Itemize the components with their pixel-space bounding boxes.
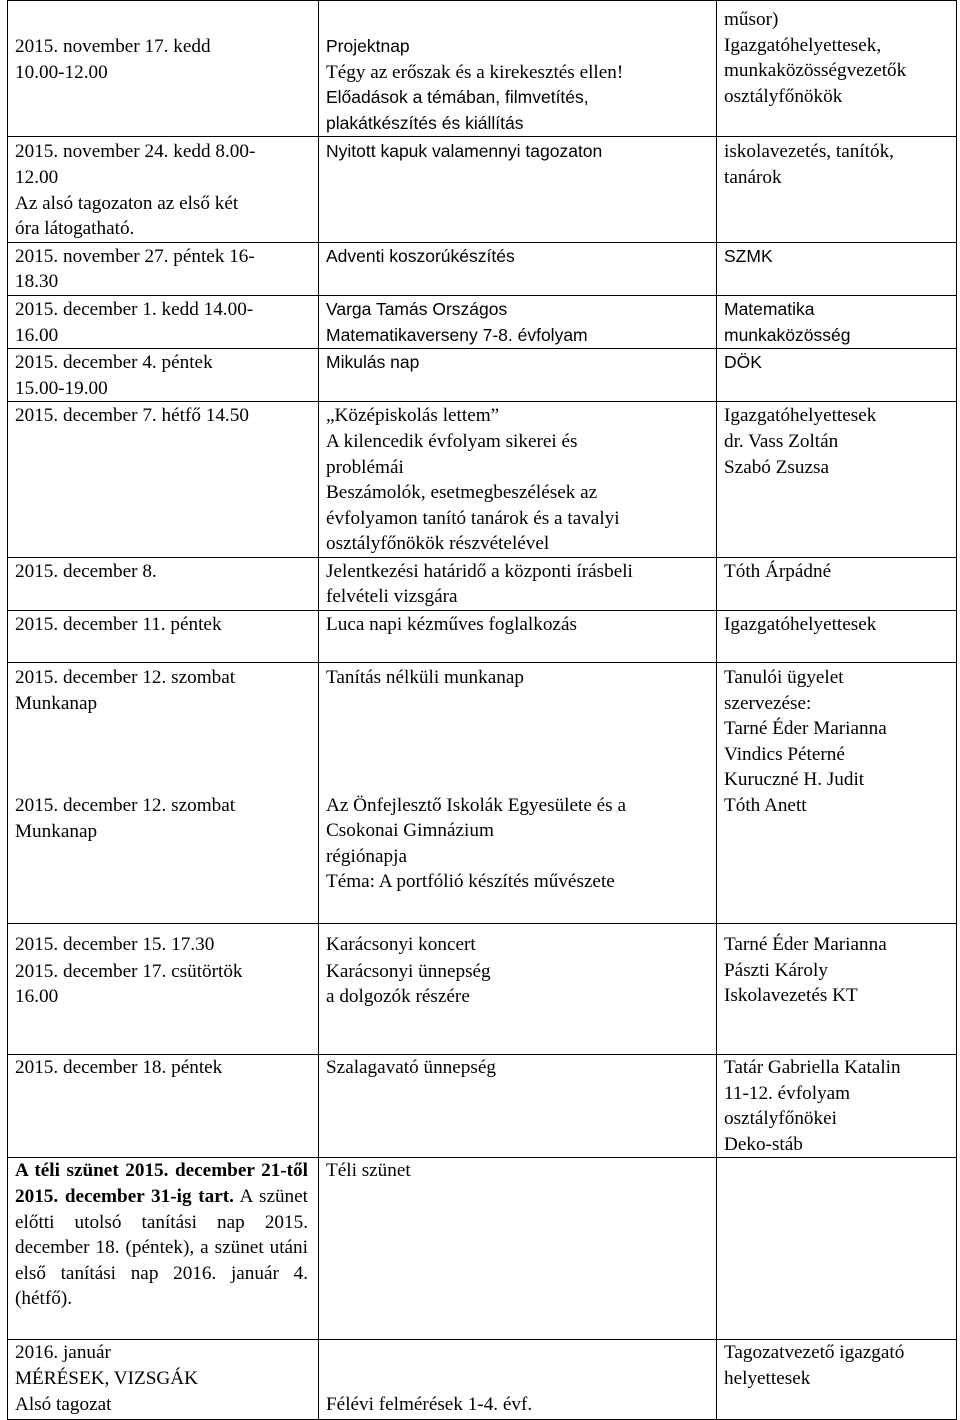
event-cell	[319, 295, 717, 348]
event-cell	[319, 924, 717, 1055]
table-row	[8, 402, 957, 558]
date-cell	[8, 1340, 319, 1420]
responsible-line: iskolavezetés, tanítók,	[724, 141, 894, 163]
date-line: 2016. január	[15, 1342, 111, 1364]
date-cell	[8, 349, 319, 402]
event-line: Téli szünet	[326, 1160, 411, 1182]
table-row	[8, 663, 957, 924]
event-line: Karácsonyi ünnepség	[326, 960, 491, 982]
table-row	[8, 242, 957, 295]
date-line: 2015. december 15. 17.30	[15, 934, 215, 956]
responsible-line: dr. Vass Zoltán	[724, 430, 839, 452]
event-line: Csokonai Gimnázium	[326, 820, 494, 842]
event-line: Nyitott kapuk valamennyi tagozaton	[326, 141, 603, 162]
date-line: 2015. december 4. péntek	[15, 352, 213, 374]
table-row	[8, 1055, 957, 1158]
table-row	[8, 557, 957, 610]
event-cell	[319, 349, 717, 402]
responsible-line: Tagozatvezető igazgató	[724, 1342, 905, 1364]
table-row	[8, 1158, 957, 1340]
date-line: Munkanap	[15, 820, 98, 842]
responsible-cell	[717, 557, 957, 610]
event-line: Tanítás nélküli munkanap	[326, 667, 524, 689]
responsible-line: Iskolavezetés KT	[724, 985, 858, 1007]
date-cell	[8, 663, 319, 924]
event-line: Az Önfejlesztő Iskolák Egyesülete és a	[326, 794, 626, 816]
responsible-line: Tanulói ügyelet	[724, 667, 844, 689]
date-line: óra látogatható.	[15, 218, 135, 240]
event-line: problémái	[326, 456, 404, 478]
responsible-cell	[717, 242, 957, 295]
date-cell	[8, 557, 319, 610]
responsible-line: szervezése:	[724, 692, 812, 714]
responsible-line: Tarné Éder Marianna	[724, 934, 887, 956]
table-row	[8, 1340, 957, 1420]
date-line: 18.30	[15, 271, 59, 293]
date-line: 2015. november 27. péntek 16-	[15, 245, 255, 267]
responsible-cell	[717, 1340, 957, 1420]
responsible-cell	[717, 349, 957, 402]
event-line: A kilencedik évfolyam sikerei és	[326, 430, 578, 452]
responsible-line: munkaközösségvezetők	[724, 60, 907, 82]
table-row	[8, 349, 957, 402]
date-cell	[8, 242, 319, 295]
date-line: 16.00	[15, 986, 59, 1008]
event-line: Beszámolók, esetmegbeszélések az	[326, 482, 598, 504]
table-row	[8, 924, 957, 1055]
event-line: régiónapja	[326, 845, 407, 867]
event-line: a dolgozók részére	[326, 986, 470, 1008]
event-line: „Középiskolás lettem”	[326, 405, 500, 427]
date-line: 2015. december 7. hétfő 14.50	[15, 405, 249, 427]
event-line: Karácsonyi koncert	[326, 934, 476, 956]
date-line: 2015. december 17. csütörtök	[15, 960, 243, 982]
event-cell	[319, 137, 717, 242]
event-line: Jelentkezési határidő a központi írásbeli	[326, 560, 633, 582]
date-line: 15.00-19.00	[15, 377, 108, 399]
event-cell	[319, 557, 717, 610]
date-line: Munkanap	[15, 692, 98, 714]
event-line: Tégy az erőszak és a kirekesztés ellen!	[326, 61, 624, 83]
date-line: 2015. december 1. kedd 14.00-	[15, 298, 254, 320]
event-cell	[319, 663, 717, 924]
event-line: Előadások a témában, filmvetítés,	[326, 87, 589, 108]
event-schedule-table	[7, 0, 957, 1420]
responsible-line: osztályfőnökei	[724, 1108, 837, 1130]
date-cell	[8, 1, 319, 137]
responsible-line: Matematika	[724, 298, 815, 319]
responsible-line: helyettesek	[724, 1368, 811, 1390]
responsible-line: 11-12. évfolyam	[724, 1082, 851, 1104]
event-line: Varga Tamás Országos	[326, 298, 508, 319]
date-line: 12.00	[15, 166, 59, 188]
event-line: évfolyamon tanító tanárok és a tavalyi	[326, 507, 620, 529]
responsible-line: Szabó Zsuzsa	[724, 456, 829, 478]
responsible-cell	[717, 137, 957, 242]
responsible-line: osztályfőnökök	[724, 85, 843, 107]
event-line: Adventi koszorúkészítés	[326, 245, 515, 266]
responsible-line: Igazgatóhelyettesek,	[724, 34, 882, 56]
responsible-line: Tatár Gabriella Katalin	[724, 1057, 901, 1079]
date-line: 2015. december 11. péntek	[15, 614, 222, 636]
event-line: Félévi felmérések 1-4. évf.	[326, 1394, 533, 1416]
date-cell	[8, 295, 319, 348]
date-cell	[8, 402, 319, 558]
responsible-cell	[717, 924, 957, 1055]
responsible-line: Tóth Anett	[724, 795, 807, 817]
event-cell	[319, 242, 717, 295]
responsible-line: Deko-stáb	[724, 1133, 803, 1155]
table-row	[8, 611, 957, 663]
event-cell	[319, 1340, 717, 1420]
responsible-cell	[717, 1158, 957, 1340]
event-cell	[319, 611, 717, 663]
date-line: 2015. december 12. szombat	[15, 795, 236, 817]
date-line: Az alsó tagozaton az első két	[15, 192, 239, 214]
responsible-line: tanárok	[724, 166, 782, 188]
event-line: Szalagavató ünnepség	[326, 1057, 496, 1079]
date-line: 2015. december 18. péntek	[15, 1057, 223, 1079]
event-line: Mikulás nap	[326, 352, 420, 373]
date-line: Alsó tagozat	[15, 1393, 112, 1415]
responsible-line: munkaközösség	[724, 324, 851, 345]
date-line: 2015. december 12. szombat	[15, 667, 236, 689]
event-line: Téma: A portfólió készítés művészete	[326, 871, 615, 893]
date-cell	[8, 1055, 319, 1158]
table-row	[8, 137, 957, 242]
event-line: felvételi vizsgára	[326, 586, 458, 608]
winter-break-bold: A téli szünet 2015. december 21-től 2015. december 31-ig tart.	[15, 1160, 308, 1208]
event-line: Luca napi kézműves foglalkozás	[326, 614, 577, 636]
event-cell	[319, 1, 717, 137]
responsible-line: Tarné Éder Marianna	[724, 718, 887, 740]
responsible-cell	[717, 295, 957, 348]
date-line: 10.00-12.00	[15, 61, 108, 83]
date-line: 2015. november 24. kedd 8.00-	[15, 141, 256, 163]
event-cell	[319, 1055, 717, 1158]
table-row	[8, 295, 957, 348]
responsible-line: Pászti Károly	[724, 959, 828, 981]
event-line: Projektnap	[326, 36, 410, 56]
responsible-line: Igazgatóhelyettesek	[724, 614, 877, 636]
date-line: 2015. december 8.	[15, 560, 157, 582]
date-cell	[8, 924, 319, 1055]
event-cell	[319, 402, 717, 558]
date-cell	[8, 137, 319, 242]
date-line: 2015. november 17. kedd	[15, 36, 211, 57]
responsible-line: Vindics Péterné	[724, 743, 845, 765]
event-line: plakátkészítés és kiállítás	[326, 112, 524, 133]
table-row	[8, 1, 957, 137]
responsible-line: Tóth Árpádné	[724, 560, 832, 582]
responsible-line: Igazgatóhelyettesek	[724, 405, 877, 427]
winter-break-note	[15, 1158, 308, 1312]
responsible-cell	[717, 611, 957, 663]
date-line: 16.00	[15, 324, 59, 346]
continued-text: műsor)	[724, 9, 779, 30]
responsible-line: DÖK	[724, 352, 762, 373]
event-cell	[319, 1158, 717, 1340]
responsible-cell	[717, 1, 957, 137]
date-cell	[8, 611, 319, 663]
date-line: MÉRÉSEK, VIZSGÁK	[15, 1368, 199, 1390]
responsible-line: Kuruczné H. Judit	[724, 769, 865, 791]
responsible-line: SZMK	[724, 245, 773, 266]
event-line: osztályfőnökök részvételével	[326, 533, 550, 555]
responsible-cell	[717, 402, 957, 558]
responsible-cell	[717, 663, 957, 924]
winter-break-rest: A szünet előtti utolsó tanítási nap 2015. december 18. (péntek), a szünet utáni első tanítási nap 2016. január 4. (hétfő).	[15, 1186, 309, 1310]
date-cell	[8, 1158, 319, 1340]
responsible-cell	[717, 1055, 957, 1158]
event-line: Matematikaverseny 7-8. évfolyam	[326, 324, 588, 345]
